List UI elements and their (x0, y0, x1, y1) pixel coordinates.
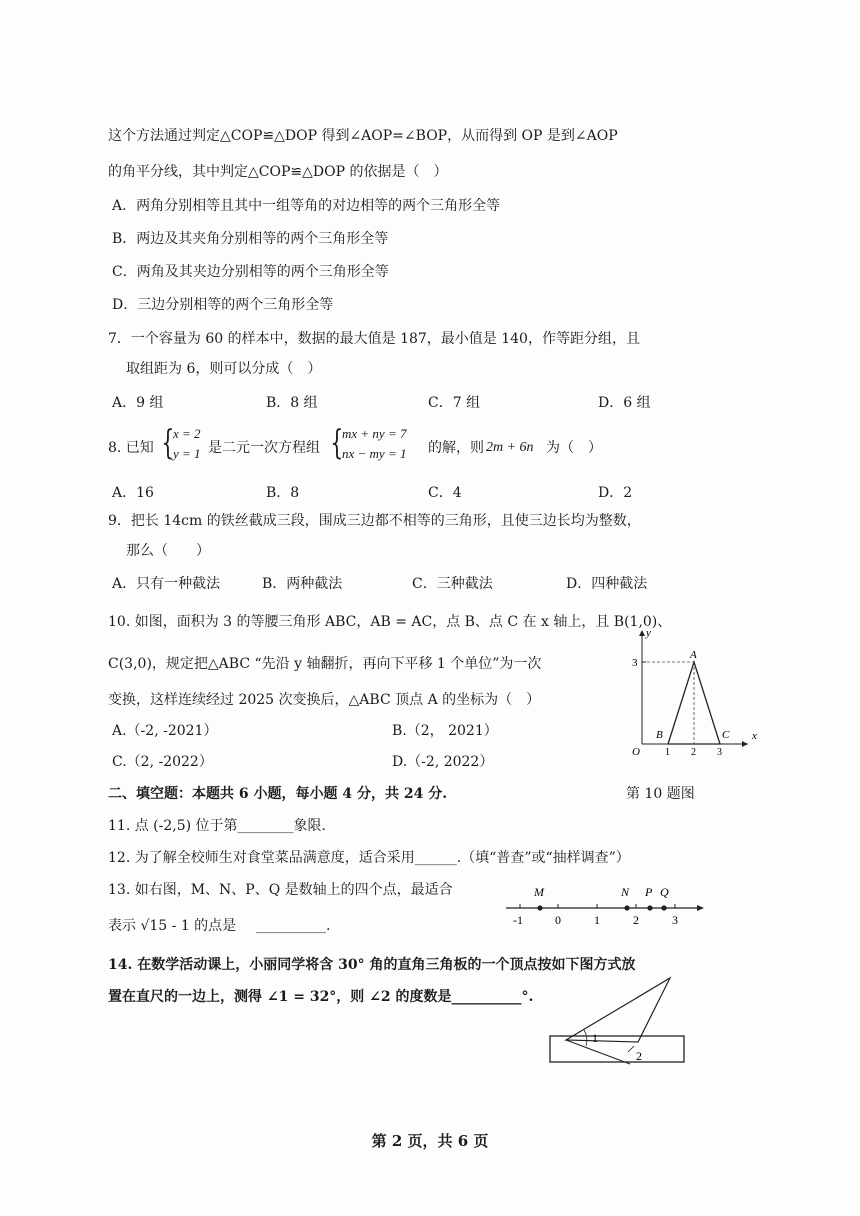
q13-label-n: N (621, 885, 630, 899)
angle1-arc (584, 1030, 587, 1046)
q14-figure (540, 970, 710, 1080)
q14-angle2-label: 2 (636, 1049, 642, 1063)
q8-option-d: D．2 (598, 485, 633, 501)
q8-prefix: 8. 已知 (108, 440, 154, 456)
q8-equation-2: nx − my = 1 (342, 446, 407, 461)
q10-line3: 变换，这样连续经过 2025 次变换后，△ABC 顶点 A 的坐标为（ ） (108, 692, 541, 708)
q6-option-c: C．两角及其夹边分别相等的两个三角形全等 (112, 264, 389, 280)
q12: 12. 为了解全校师生对食堂菜品满意度，适合采用______.（填“普查”或“抽样调查”） (108, 850, 630, 866)
q8-equation-1: mx + ny = 7 (342, 426, 407, 441)
q10-x-tick-3: 3 (717, 747, 722, 758)
q10-option-d: D.（-2, 2022） (392, 754, 494, 770)
q8-solution-y: y = 1 (173, 446, 201, 461)
q9-option-d: D．四种截法 (566, 576, 648, 592)
q8-mid: 是二元一次方程组 (208, 440, 320, 456)
q8-solution-x: x = 2 (173, 426, 201, 441)
q13-line1: 13. 如右图，M、N、P、Q 是数轴上的四个点，最适合 (108, 882, 453, 898)
q8-brace-1: { (161, 423, 175, 463)
q13-line2-b: __________. (256, 918, 331, 934)
q6-line1: 这个方法通过判定△COP≌△DOP 得到∠AOP=∠BOP，从而得到 OP 是到∠AOP (108, 128, 618, 144)
q13-tick-label-neg1: -1 (513, 913, 523, 927)
q7-option-c: C．7 组 (428, 395, 481, 411)
q8-option-c: C．4 (428, 485, 462, 501)
q7-line2: 取组距为 6，则可以分成（ ） (126, 361, 322, 377)
q10-y-axis-arrow (639, 630, 645, 636)
q9-option-a: A．只有一种截法 (112, 576, 221, 592)
q9-line1: 9．把长 14cm 的铁丝截成三段，围成三边都不相等的三角形，且使三边长均为整数， (108, 513, 641, 529)
q8-suffix-a: 的解，则 (428, 440, 484, 456)
q6-option-b: B．两边及其夹角分别相等的两个三角形全等 (112, 231, 389, 247)
q9-option-c: C．三种截法 (412, 576, 493, 592)
q13-number-line (500, 878, 710, 930)
page-footer: 第 2 页，共 6 页 (371, 1132, 489, 1150)
q14-angle1-label: 1 (592, 1031, 598, 1045)
q10-line2: C(3,0)，规定把△ABC “先沿 y 轴翻折，再向下平移 1 个单位”为一次 (108, 656, 542, 672)
section2-heading: 二、填空题：本题共 6 小题，每小题 4 分，共 24 分. (108, 786, 448, 802)
q6-line2: 的角平分线，其中判定△COP≌△DOP 的依据是（ ） (108, 164, 448, 180)
q10-option-b: B.（2， 2021） (392, 723, 498, 739)
q10-x-axis-label: x (752, 730, 757, 742)
q10-x-tick-2: 2 (691, 747, 696, 758)
q6-option-a: A．两角分别相等且其中一组等角的对边相等的两个三角形全等 (112, 198, 501, 214)
q6-option-d: D．三边分别相等的两个三角形全等 (112, 297, 334, 313)
q7-line1: 7．一个容量为 60 的样本中，数据的最大值是 187，最小值是 140，作等距分组，且 (108, 331, 640, 347)
q13-tick-label-1: 1 (594, 913, 600, 927)
q13-line2-a: 表示 √15 - 1 的点是 (108, 918, 237, 934)
point-q (661, 905, 666, 910)
q10-y-axis-label: y (646, 627, 651, 639)
set-square (566, 978, 670, 1042)
q10-y-tick-label: 3 (632, 657, 638, 669)
q13-label-q: Q (660, 885, 669, 899)
q7-option-d: D．6 组 (598, 395, 651, 411)
point-p (647, 905, 652, 910)
q10-figure (612, 626, 762, 758)
q10-option-c: C.（2, -2022） (112, 754, 213, 770)
q10-x-axis-arrow (742, 741, 748, 747)
point-m (537, 905, 542, 910)
q10-figure-caption: 第 10 题图 (626, 786, 695, 802)
q8-option-a: A．16 (112, 485, 154, 501)
q7-option-b: B．8 组 (266, 395, 318, 411)
q10-x-tick-1: 1 (665, 747, 670, 758)
q8-option-b: B．8 (266, 485, 300, 501)
q14-line2: 置在直尺的一边上，测得 ∠1 = 32°，则 ∠2 的度数是__________°. (108, 989, 534, 1005)
q14-line1: 14. 在数学活动课上，小丽同学将含 30° 角的直角三角板的一个顶点按如下图方式放 (108, 957, 636, 973)
q11: 11. 点 (-2,5) 位于第________象限. (108, 818, 326, 834)
q10-line1: 10. 如图，面积为 3 的等腰三角形 ABC，AB = AC，点 B、点 C 在 x 轴上，且 B(1,0)、 (108, 614, 672, 630)
q13-tick-label-0: 0 (555, 913, 561, 927)
q9-line2: 那么（ ） (126, 543, 210, 559)
angle2-mark (628, 1046, 634, 1052)
q13-tick-label-3: 3 (672, 913, 678, 927)
q7-option-a: A．9 组 (112, 395, 164, 411)
q13-label-p: P (645, 885, 653, 899)
q14-extension-line (566, 1040, 630, 1064)
q8-suffix-b: 为（ ） (546, 440, 602, 456)
q8-expression: 2m + 6n (486, 440, 534, 455)
q13-axis-arrow (697, 905, 704, 911)
q13-tick-label-2: 2 (633, 913, 639, 927)
q10-point-c-label: C (722, 729, 730, 741)
point-n (624, 905, 629, 910)
q13-label-m: M (534, 885, 544, 899)
q10-option-a: A.（-2, -2021） (112, 723, 218, 739)
q9-option-b: B．两种截法 (262, 576, 343, 592)
q8-brace-2: { (330, 423, 344, 463)
q10-origin-label: O (632, 746, 640, 758)
q10-point-a-label: A (690, 649, 697, 661)
q10-point-b-label: B (656, 729, 663, 741)
